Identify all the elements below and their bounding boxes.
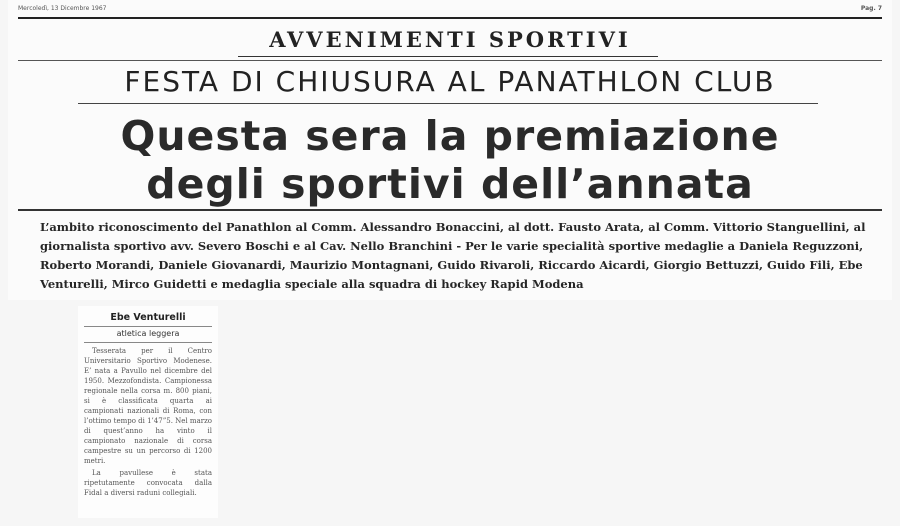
section-heading: AVVENIMENTI SPORTIVI	[269, 27, 631, 52]
folio-line	[18, 5, 882, 17]
profile-rule-bottom	[84, 342, 212, 343]
article-clipping	[8, 0, 892, 300]
athlete-name: Ebe Venturelli	[110, 312, 186, 323]
headline-line-2: degli sportivi dell’annata	[146, 160, 754, 208]
kicker-rule	[78, 103, 818, 104]
profile-paragraph-1: Tesserata per il Centro Universitario Sportivo Modenese. E’ nata a Pavullo nel dicembre del 1950. Mezzofondista. Campionessa regionale nella corsa m. 800 piani, si è classificata quarta ai campionati nazionali di Roma, con l’ottimo tempo di 1’47”5. Nel marzo di quest’anno ha vinto il campionato nazionale di corsa campestre su un percorso di 1200 metri.	[84, 347, 212, 465]
section-rule-wide	[18, 60, 882, 61]
article-summary: L’ambito riconoscimento del Panathlon al Comm. Alessandro Bonaccini, al dott. Fausto Arata, al Comm. Vittorio Stanguellini, al giornalista sportivo avv. Severo Boschi e al Cav. Nello Branchini - Per le varie specialità sportive medaglie a Daniela Reguzzoni, Roberto Morandi, Daniele Giovanardi, Maurizio Montagnani, Guido Rivaroli, Riccardo Aicardi, Giorgio Bettuzzi, Guido Fili, Ebe Venturelli, Mirco Guidetti e medaglia speciale alla squadra di hockey Rapid Modena	[40, 220, 866, 291]
profile-paragraph-2: La pavullese è stata ripetutamente convocata dalla Fidal a diversi raduni collegiali.	[84, 469, 212, 497]
athlete-profile-clipping	[78, 306, 218, 518]
top-rule	[18, 17, 882, 19]
main-headline	[8, 112, 892, 208]
headline-line-1: Questa sera la premiazione	[120, 112, 780, 160]
page-number: Pag. 7	[860, 5, 882, 12]
profile-body	[84, 346, 212, 500]
profile-rule-top	[84, 326, 212, 327]
section-rule	[238, 56, 658, 57]
athlete-discipline: atletica leggera	[116, 329, 180, 338]
headline-rule	[18, 209, 882, 211]
kicker-headline: FESTA DI CHIUSURA AL PANATHLON CLUB	[124, 65, 776, 98]
issue-date: Mercoledì, 13 Dicembre 1967	[18, 5, 107, 12]
